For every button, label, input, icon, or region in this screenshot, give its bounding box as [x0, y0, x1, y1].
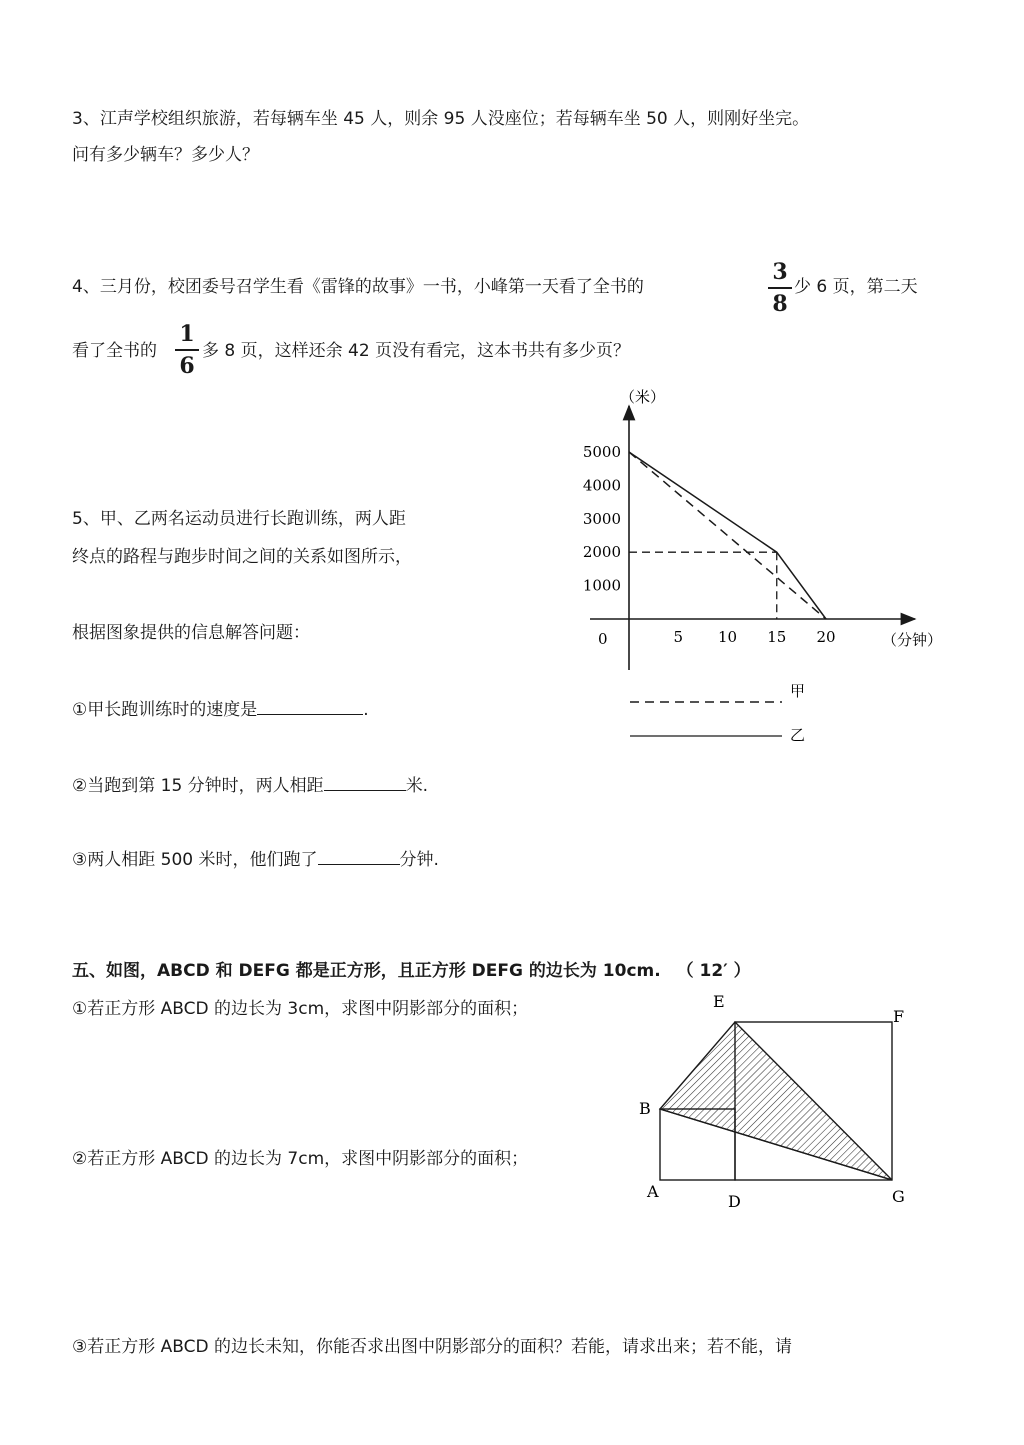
- q5-sub1-end: .: [363, 700, 369, 720]
- y-tick-label: 4000: [582, 476, 621, 495]
- q4-part2: 少 6 页，第二天: [794, 277, 918, 297]
- x-tick-label: 5: [673, 628, 684, 646]
- q5-sub2-end: 米.: [405, 776, 429, 796]
- squares-figure: [630, 985, 930, 1215]
- frac1-denominator: 8: [772, 291, 788, 317]
- q4-fraction-3-8: [768, 260, 792, 316]
- legend-yi-label: 乙: [790, 726, 806, 744]
- s5-title: [72, 960, 751, 982]
- q5-sub3: [72, 846, 439, 871]
- answer-blank-1[interactable]: [257, 696, 363, 715]
- y-axis-label: （米）: [620, 388, 666, 406]
- q5-line3: 根据图象提供的信息解答问题：: [72, 623, 310, 643]
- y-tick-label: 1000: [582, 576, 621, 595]
- q3-line2: 问有多少辆车？多少人？: [72, 145, 259, 165]
- q5-sub1: [72, 696, 369, 721]
- q5-line2: 终点的路程与跑步时间之间的关系如图所示，: [72, 547, 412, 567]
- q3-line1: 3、江声学校组织旅游，若每辆车坐 45 人，则余 95 人没座位；若每辆车坐 50 人，则刚好坐完。: [72, 109, 810, 129]
- x-tick-label: 10: [717, 628, 738, 646]
- legend-jia-label: 甲: [790, 682, 806, 700]
- y-tick-labels: [583, 443, 621, 595]
- frac2-bar: [175, 349, 199, 351]
- answer-blank-3[interactable]: [318, 846, 400, 865]
- x-tick-label: 15: [767, 628, 787, 646]
- frac2-denominator: 6: [179, 353, 195, 379]
- s5-sub1: ①若正方形 ABCD 的边长为 3cm，求图中阴影部分的面积；: [72, 999, 529, 1019]
- q4-fraction-1-6: [175, 322, 199, 378]
- s5-sub2: ②若正方形 ABCD 的边长为 7cm，求图中阴影部分的面积；: [72, 1149, 529, 1169]
- x-tick-label: 20: [816, 628, 836, 646]
- s5-score: （ 12′ ）: [676, 961, 751, 981]
- x-axis-label: （分钟）: [882, 631, 943, 649]
- q5-sub3-end: 分钟.: [399, 850, 439, 870]
- frac1-bar: [768, 287, 792, 289]
- answer-blank-2[interactable]: [324, 772, 406, 791]
- series-line-jia: [629, 452, 826, 619]
- distance-time-chart: [560, 380, 970, 760]
- label-B: B: [639, 1099, 651, 1118]
- q5-sub3-text: ③两人相距 500 米时，他们跑了: [72, 850, 318, 870]
- q5-sub1-text: ①甲长跑训练时的速度是: [72, 700, 258, 720]
- q5-line1: 5、甲、乙两名运动员进行长跑训练，两人距: [72, 509, 406, 529]
- guide-lines: [629, 552, 777, 619]
- q5-sub2: [72, 772, 428, 797]
- series-lines: [629, 452, 826, 619]
- origin-label: 0: [598, 630, 608, 648]
- label-E: E: [713, 992, 725, 1011]
- frac2-numerator: 1: [179, 321, 195, 347]
- label-A: A: [647, 1182, 659, 1201]
- x-tick-labels: [673, 628, 835, 646]
- y-tick-label: 3000: [582, 509, 621, 528]
- shaded-triangle-BEG: [660, 1022, 892, 1180]
- q4-part1: 4、三月份，校团委号召学生看《雷锋的故事》一书，小峰第一天看了全书的: [72, 277, 644, 297]
- q4-part3: 看了全书的: [72, 341, 157, 361]
- s5-sub3: ③若正方形 ABCD 的边长未知，你能否求出图中阴影部分的面积？若能，请求出来；若不能，请: [72, 1337, 792, 1357]
- y-tick-label: 5000: [582, 443, 621, 461]
- s5-title-text: 五、如图，ABCD 和 DEFG 都是正方形，且正方形 DEFG 的边长为 10cm.: [72, 961, 661, 981]
- frac1-numerator: 3: [772, 259, 788, 285]
- q5-sub2-text: ②当跑到第 15 分钟时，两人相距: [72, 776, 324, 796]
- label-G: G: [892, 1187, 905, 1206]
- label-F: F: [893, 1007, 905, 1026]
- label-D: D: [728, 1192, 741, 1211]
- q4-part4: 多 8 页，这样还余 42 页没有看完，这本书共有多少页？: [202, 341, 631, 361]
- y-tick-label: 2000: [582, 543, 621, 562]
